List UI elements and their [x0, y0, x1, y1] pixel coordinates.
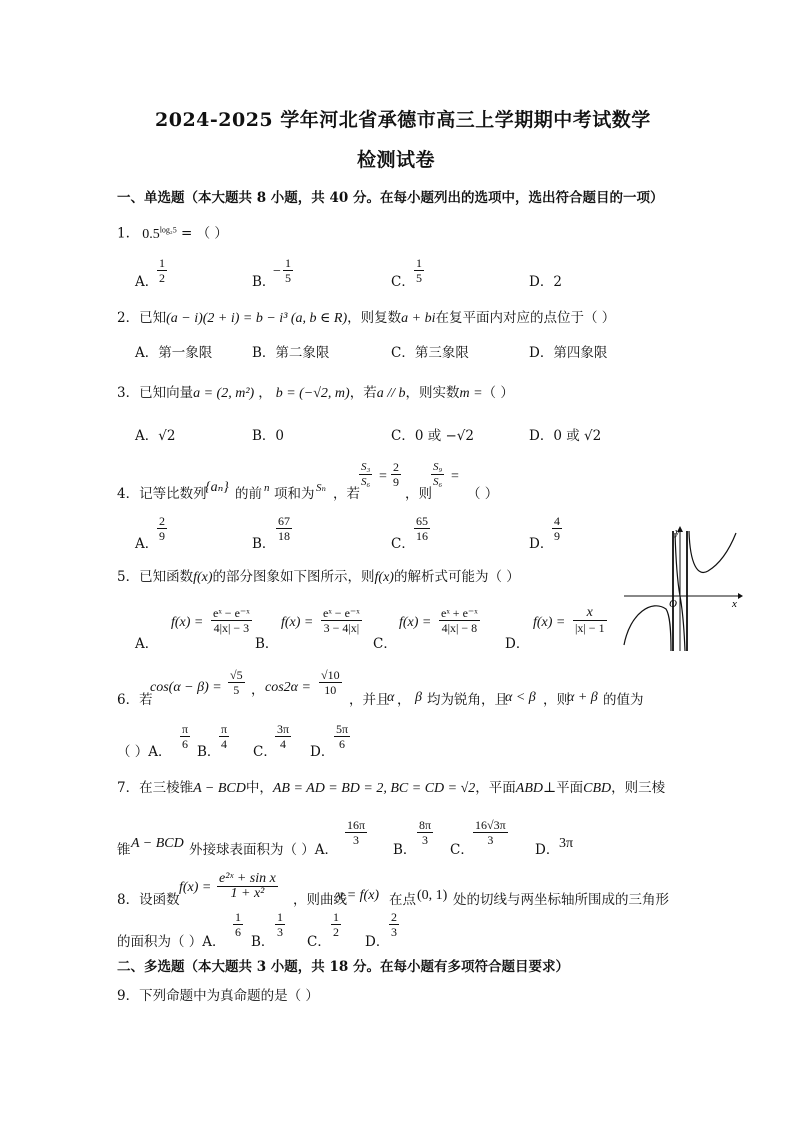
option-c: C．第三象限 [391, 345, 469, 361]
math-expression: f(x) [374, 570, 394, 585]
math-expression: f(x) [193, 570, 213, 585]
option-d-label: D． [310, 744, 335, 760]
ratio-s9-s6: $\frac{\text{S₉}}{\text{S₆}}$ [433, 461, 443, 488]
option-d-label: D． [529, 536, 554, 552]
option-b-label: B． [252, 274, 276, 290]
x-axis-label: x [732, 598, 737, 610]
math-expression: ABD [515, 781, 543, 796]
option-b-label: B． [393, 842, 417, 858]
math-expression: f(x) = [179, 880, 212, 895]
option-c-lhs: f(x) = [399, 615, 432, 630]
option-b-value: $\frac{67}{18}$ [278, 514, 290, 543]
question-text: 平面 [556, 780, 584, 796]
option-d: D．第四象限 [529, 345, 608, 361]
question-text: 项和为 [274, 486, 315, 502]
option-d-label: D． [535, 842, 560, 858]
option-c-value: $\frac{16√3\pi}{3}$ [475, 818, 506, 847]
option-b-value: $\frac{\pi}{4}$ [221, 722, 228, 751]
option-a-value: $\frac{2}{9}$ [159, 514, 165, 543]
math-expression: a + bi [401, 311, 436, 326]
option-b-value: $\frac{8\pi}{3}$ [419, 818, 432, 847]
option-d-value: 3π [559, 836, 574, 851]
answer-blank: （ ） [482, 385, 514, 401]
question-stem: 6．若 [117, 692, 153, 708]
option-a-label: A． [135, 536, 159, 552]
math-expression: Sₙ [316, 482, 326, 494]
math-expression: n [264, 482, 270, 494]
question-2 [117, 308, 615, 329]
fraction: $\frac{√5}{5}$ [230, 668, 243, 697]
question-text: ，并且 [349, 692, 390, 708]
option-a: A．第一象限 [135, 345, 213, 361]
option-b-value: $\frac{1}{3}$ [277, 910, 283, 939]
option-a-fraction: $\frac{\text{eˣ − e⁻ˣ}}{4|x| - 3}$ [213, 606, 250, 635]
math-expression: cos2α = [265, 680, 311, 695]
math-expression: (a − i)(2 + i) = b − i³ (a, b ∈ R) [166, 311, 348, 326]
separator: ， [251, 682, 265, 698]
q6-options [117, 720, 417, 760]
question-text: 在复平面内对应的点位于（ ） [435, 310, 616, 326]
question-text: 处的切线与两坐标轴所围成的三角形 [453, 892, 669, 908]
answer-blank-option-a-label: 外接球表面积为（ ）A． [189, 842, 339, 858]
answer-blank-option-a-label: （ ）A． [117, 744, 172, 760]
option-b: B．第二象限 [252, 345, 330, 361]
question-1 [117, 220, 228, 245]
option-c-label: C． [307, 934, 331, 950]
option-d: D．2 [529, 274, 562, 290]
answer-blank: （ ） [467, 486, 499, 502]
option-a-label: A． [135, 274, 159, 290]
question-stem: 5．已知函数 [117, 569, 194, 585]
math-expression: (0, 1) [417, 888, 448, 903]
math-expression: A − BCD [193, 781, 246, 796]
option-b-sign: − [273, 264, 281, 279]
section-heading-single-choice: 一、单选题（本大题共 8 小题，共 40 分。在每小题列出的选项中，选出符合题目的一项） [117, 190, 664, 206]
math-expression: cos(α − β) = [150, 680, 222, 695]
origin-label: O [669, 598, 677, 610]
option-d-value: $\frac{5\pi}{6}$ [336, 722, 349, 751]
page-title: 2024-2025 学年河北省承德市高三上学期期中考试数学 [155, 109, 651, 131]
question-8 [117, 872, 697, 912]
question-text: 的前 [235, 486, 262, 502]
math-expression: AB = AD = BD = 2, BC = CD = √2 [272, 781, 476, 796]
option-b-fraction: $\frac{\text{eˣ − e⁻ˣ}}{3 - 4|x|}$ [323, 606, 360, 635]
question-6 [117, 668, 697, 708]
question-5 [117, 567, 520, 588]
math-expression: y = f(x) [337, 888, 380, 903]
question-3: 3．已知向量a = (2, m²) ， b = (−√2, m)，若a // b，则实数m =（ ） [117, 385, 514, 401]
option-d-label: D． [505, 636, 530, 652]
option-c-value: $\frac{1}{5}$ [416, 256, 422, 285]
option-c-value: $\frac{3\pi}{4}$ [277, 722, 290, 751]
option-d-value: $\frac{2}{3}$ [391, 910, 397, 939]
question-text: 在点 [389, 892, 416, 908]
option-c-value: $\frac{65}{16}$ [416, 514, 428, 543]
q8-options [117, 910, 437, 950]
option-b-label: B． [252, 536, 276, 552]
option-d-fraction: $\frac{x}{|x| - 1}$ [575, 605, 605, 635]
math-expression: a = (2, m²) [193, 386, 255, 401]
option-c-fraction: $\frac{\text{eˣ + e⁻ˣ}}{4|x| - 8}$ [441, 606, 478, 635]
option-d-value: $\frac{4}{9}$ [554, 514, 560, 543]
equals-sign: = [379, 469, 387, 484]
question-text: ，则实数 [405, 385, 460, 401]
option-d-label: D． [365, 934, 390, 950]
ratio-value: $\frac{2}{9}$ [393, 460, 399, 489]
option-c: C．0 或 −√2 [391, 428, 475, 444]
option-d-lhs: f(x) = [533, 615, 566, 630]
question-text: ，若 [333, 486, 360, 502]
left-branch-curve [624, 606, 671, 651]
separator: ， [397, 692, 411, 708]
option-a: A．√2 [135, 428, 176, 444]
question-text: ，平面 [475, 780, 516, 796]
y-axis-label: y [675, 527, 680, 538]
question-text: 的值为 [603, 692, 644, 708]
page-subtitle: 检测试卷 [357, 149, 436, 171]
question-text: ，则三棱 [611, 780, 666, 796]
math-expression: α + β [567, 690, 598, 705]
question-text: 中， [245, 780, 273, 796]
question-stem: 4．记等比数列 [117, 486, 207, 502]
equals-sign: = [451, 469, 459, 484]
question-text: ，则 [543, 692, 570, 708]
option-b-label: B． [255, 636, 279, 652]
fraction: $\frac{√10}{10}$ [321, 668, 340, 697]
question-text: 锥 [117, 842, 131, 858]
question-9: 9．下列命题中为真命题的是（ ） [117, 988, 319, 1004]
option-c-label: C． [391, 536, 415, 552]
question-stem: 3．已知向量 [117, 385, 194, 401]
x-axis-arrow-icon [738, 593, 743, 599]
question-stem: 8．设函数 [117, 892, 180, 908]
question-text: ，则 [405, 486, 432, 502]
question-7 [117, 778, 665, 799]
option-b: B．0 [252, 428, 285, 444]
math-expression: {aₙ} [205, 480, 229, 495]
option-c-value: $\frac{1}{2}$ [333, 910, 339, 939]
math-expression: α < β [505, 690, 536, 705]
option-c-label: C． [450, 842, 474, 858]
option-b-label: B． [197, 744, 221, 760]
question-number: 1. [117, 225, 130, 242]
math-expression: $0.5^{log_25}$ [142, 225, 177, 242]
option-a-value: $\frac{\pi}{6}$ [182, 722, 189, 751]
question-stem: 2．已知 [117, 310, 167, 326]
question-text: 的部分图象如下图所示，则 [212, 569, 375, 585]
option-c-label: C． [373, 636, 397, 652]
option-a-label: A． [135, 636, 159, 652]
question-text: 均为锐角，且 [427, 692, 508, 708]
q5-function-graph [622, 525, 744, 653]
math-expression: b = (−√2, m) [275, 386, 350, 401]
option-c-label: C． [391, 274, 415, 290]
math-expression: a // b [376, 386, 406, 401]
option-a-value: $\frac{16\pi}{3}$ [347, 818, 366, 847]
function-fraction: $\frac{\text{e²ˣ + sin x}}{\text{1 + x²}}$ [219, 871, 276, 901]
math-expression: β [415, 690, 422, 705]
math-expression: α [387, 690, 395, 705]
option-a-value: $\frac{1}{6}$ [235, 910, 241, 939]
option-c-label: C． [253, 744, 277, 760]
question-text: 的解析式可能为（ ） [393, 569, 520, 585]
option-a-value: $\frac{1}{2}$ [159, 256, 165, 285]
perpendicular-symbol: ⊥ [543, 781, 557, 796]
math-expression: A − BCD [131, 836, 184, 851]
question-text: ，则曲线 [293, 892, 347, 908]
question-text: ，则复数 [347, 310, 402, 326]
q4-options [135, 514, 585, 554]
option-a-lhs: f(x) = [171, 615, 204, 630]
option-b-value: $\frac{1}{5}$ [285, 256, 291, 285]
option-b-label: B． [251, 934, 275, 950]
q5-options [135, 604, 625, 652]
option-b-lhs: f(x) = [281, 615, 314, 630]
section-heading-multiple-choice: 二、多选题（本大题共 3 小题，共 18 分。在每小题有多项符合题目要求） [117, 959, 569, 975]
ratio-s3-s6: $\frac{\text{S₃}}{\text{S₆}}$ [361, 461, 371, 488]
question-stem: 7．在三棱锥 [117, 780, 194, 796]
math-expression: CBD [583, 781, 612, 796]
q7-line2 [117, 816, 587, 856]
right-branch-curve [689, 531, 736, 572]
answer-blank-option-a-label: 的面积为（ ）A． [117, 934, 226, 950]
question-text: ，若 [349, 385, 377, 401]
answer-blank: = （ ） [176, 225, 228, 242]
option-d: D．0 或 √2 [529, 428, 602, 444]
math-expression: m = [459, 386, 483, 401]
